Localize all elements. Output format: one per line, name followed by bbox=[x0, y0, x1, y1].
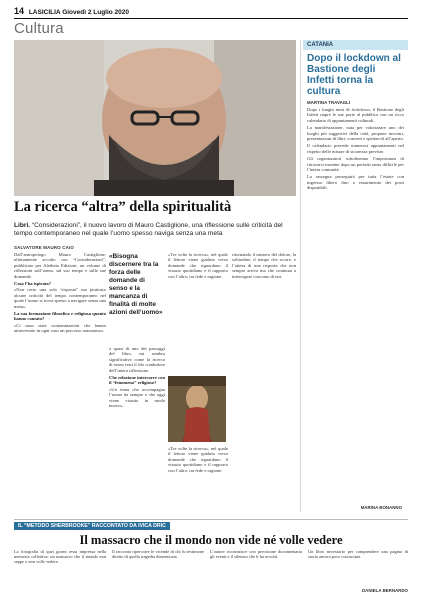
article-column-1 bbox=[14, 252, 106, 514]
painting-image bbox=[168, 376, 226, 442]
section-title: Cultura bbox=[14, 20, 64, 37]
byline: SALVATORE MAURO CAIO bbox=[14, 245, 75, 250]
paper-name: LASICILIA bbox=[28, 9, 61, 16]
paragraph: ritornando il mistero del dolore, la solitudine, il tempo che scorre, e l’attesa di una risposta che non sempre arriva ma che continua a interrogare ciascuno di noi. bbox=[232, 252, 296, 279]
question: La sua formazione filosofica e religiosa quanto hanno contato? bbox=[14, 310, 106, 321]
sidebar-signature: MARINA BONANNO bbox=[360, 505, 402, 510]
issue-date: Giovedì 2 Luglio 2020 bbox=[62, 9, 130, 16]
paragraph: «Non certo una sola “risposta” ma piuttosto alcune criticità del tempo contemporaneo nel quale l’uomo si trova spesso a navigare senza una meta». bbox=[14, 287, 106, 309]
deck-text: “Considerazioni”, il nuovo lavoro di Mauro Castiglione, una riflessione sulle criticità del tempo contemporaneo nel quale l’uomo spesso naviga senza una meta bbox=[14, 222, 283, 238]
bottom-divider bbox=[14, 519, 408, 520]
deck-lead: Libri. bbox=[14, 222, 31, 229]
bottom-signature: DANIELA BERNARDO bbox=[362, 588, 408, 593]
sidebar-article bbox=[300, 40, 408, 512]
masthead bbox=[14, 6, 408, 18]
paragraph: «Tre volte la ricerca», nel quale il lettore viene guidato verso domande che riguardano il vissuto quotidiano e il rapporto con l’altro, tra fede e ragione. bbox=[168, 252, 228, 279]
paragraph: Il calendario prevede numerosi appuntamenti nel rispetto delle misure di sicurezza previste. bbox=[307, 143, 404, 154]
paragraph bbox=[14, 252, 106, 279]
paragraph: a quasi di uno dei passaggi del libro, mi sembra significativo come la ricerca di senso resti il filo conduttore dell’intera riflessione. bbox=[109, 346, 165, 373]
paragraph: Dopo i lunghi mesi di lockdown, il Bastione degli Infetti riapre le sue porte al pubblico con un ricco calendario di appuntamenti culturali. bbox=[307, 107, 404, 123]
paragraph-text: Dall’antropologo Mauro Castiglione, ultimamente accolto con “Considerazioni”, pubblicato per Aletheia Edizioni, un volume di riflessioni sull’uomo, sul suo tempo e sulle sue domande. bbox=[14, 252, 106, 279]
sidebar-author: MARTINA TRAVAGLI bbox=[307, 100, 351, 105]
sidebar-headline: Dopo il lockdown al Bastione degli Infetti torna la cultura bbox=[307, 53, 401, 97]
author-photo bbox=[14, 40, 296, 196]
pull-quote-text: «Bisogna discernere tra la forza delle domande di senso e la mancanza di finalità di molte azioni dell’uomo» bbox=[109, 253, 163, 316]
deck bbox=[14, 222, 296, 238]
bottom-kicker: IL “METODO SHERBROOKE” RACCONTATO DA IVICA DRIC bbox=[14, 522, 170, 530]
question: Che relazione intercorre con il “fenomeno” religioso? bbox=[109, 374, 165, 385]
question: Cosa l’ha ispirata? bbox=[14, 280, 52, 286]
sidebar-body bbox=[307, 107, 404, 467]
pull-quote bbox=[109, 253, 164, 317]
paragraph: Gli organizzatori sottolineano l’importanza di ritrovarsi insieme dopo un periodo tanto difficile per l’intera comunità. bbox=[307, 156, 404, 173]
article-column-3b bbox=[168, 446, 228, 514]
bottom-column-1: La fotografia di quei giorni resta impressa nella memoria collettiva: un massacro che il mondo non seppe o non volle vedere. bbox=[14, 549, 106, 565]
main-headline: La ricerca “altra” della spiritualità bbox=[14, 199, 232, 215]
bottom-headline: Il massacro che il mondo non vide né volle vedere bbox=[79, 533, 343, 547]
bottom-column-3: L’autore ricostruisce con precisione documentaria gli eventi e il silenzio che li ha avvolti. bbox=[210, 549, 302, 560]
article-column-3 bbox=[168, 252, 228, 372]
paragraph: «Ci sono state contaminazioni che hanno attraversato in ogni caso un percorso autonomo». bbox=[14, 322, 106, 334]
page-number: 14 bbox=[14, 6, 25, 16]
sidebar-kicker: CATANIA bbox=[303, 40, 408, 50]
bottom-column-2: Il racconto ripercorre le vicende di chi fu testimone diretto di quella tragedia dimenticata. bbox=[112, 549, 204, 560]
bottom-column-4: Un libro necessario per comprendere una pagina di storia ancora poco conosciuta. bbox=[308, 549, 408, 560]
masthead-rule bbox=[14, 18, 408, 19]
article-column-2 bbox=[109, 346, 165, 514]
paragraph: La manifestazione, nata per valorizzare uno dei luoghi più suggestivi della città, propone incontri, presentazioni di libri, concerti e spettacoli all’aperto. bbox=[307, 125, 404, 142]
paragraph: «Un tema che accompagna l’uomo da sempre e che oggi viene vissuto in modo nuovo». bbox=[109, 386, 165, 409]
paragraph: La rassegna proseguirà per tutta l’estate con ingresso libero fino a esaurimento dei posti disponibili. bbox=[307, 174, 404, 191]
article-column-4 bbox=[232, 252, 296, 514]
paragraph: «Tre volte la ricerca», nel quale il lettore viene guidato verso domande che riguardano il vissuto quotidiano e il rapporto con l’altro, tra fede e ragione. bbox=[168, 446, 228, 473]
